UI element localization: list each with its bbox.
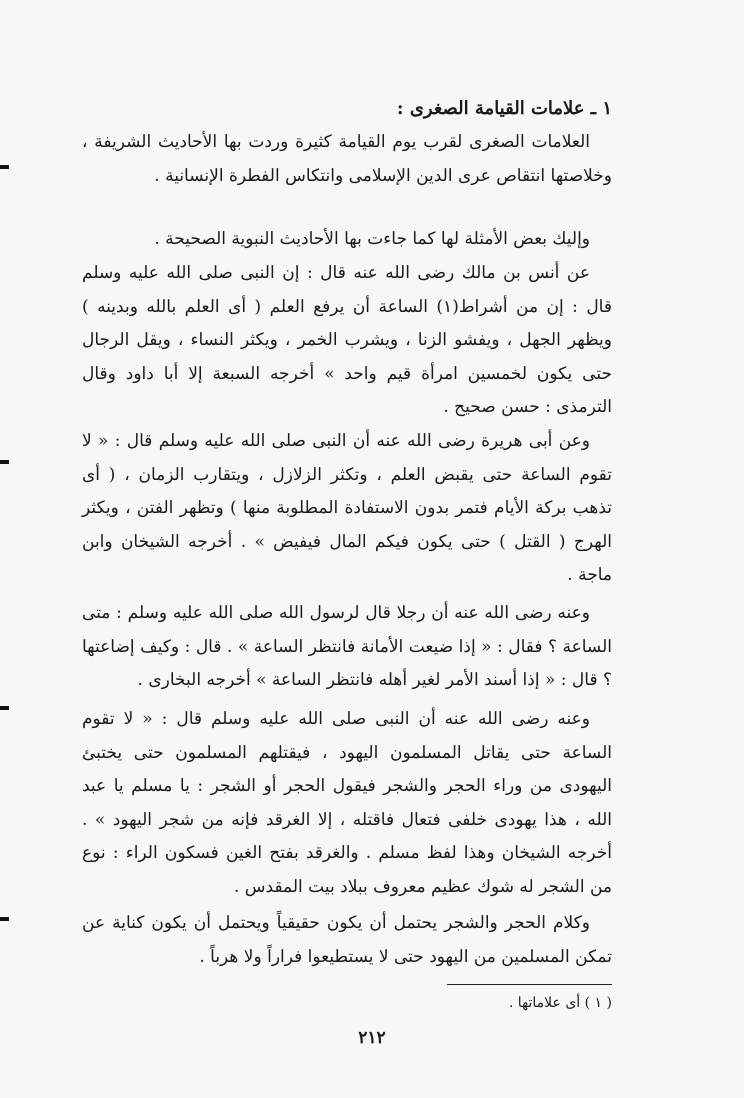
footnote: ( ١ ) أى علاماتها . — [508, 995, 612, 1011]
paragraph-abu-hurayra-hadith: وعن أبى هريرة رضى الله عنه أن النبى صلى الله عليه وسلم قال : « لا تقوم الساعة حتى يقبض العلم ، وتكثر الزلازل ، ويتقارب الزمان ، ( أى تذهب بركة الأيام فتمر بدون الاستفادة المطلوبة منها ) وتظهر الفتن ، ويكثر الهرج ( القتل ) حتى يكون فيكم المال فيفيض » . أخرجه الشيخان وابن ماجة . — [82, 431, 612, 585]
footnote-divider — [447, 984, 612, 985]
scan-edge-mark — [0, 706, 9, 710]
page-number: ٢١٢ — [358, 1028, 386, 1048]
paragraph-anas-hadith: عن أنس بن مالك رضى الله عنه قال : إن النبى صلى الله عليه وسلم قال : إن من أشراط(١) الساعة أن يرفع العلم ( أى العلم بالله وبدينه ) ويظهر الجهل ، ويفشو الزنا ، ويشرب الخمر ، ويكثر النساء ، ويقل الرجال حتى يكون لخمسين امرأة قيم واحد » أخرجه السبعة إلا أبا داود وقال الترمذى : حسن صحيح . — [82, 263, 612, 417]
section-heading: ١ ـ علامات القيامة الصغرى : — [396, 98, 612, 119]
paragraph-stone-tree: وكلام الحجر والشجر يحتمل أن يكون حقيقياً ويحتمل أن يكون كناية عن تمكن المسلمين من اليهود حتى لا يستطيعوا فراراً ولا هرباً . — [82, 913, 612, 967]
paragraph-jews-hadith: وعنه رضى الله عنه أن النبى صلى الله عليه وسلم قال : « لا تقوم الساعة حتى يقاتل المسلمون اليهود ، فيقتلهم المسلمون حتى يختبئ اليهودى من وراء الحجر والشجر فيقول الحجر أو الشجر : يا مسلم يا عبد الله ، هذا يهودى خلفى فتعال فاقتله ، إلا الغرقد فإنه من شجر اليهود » . أخرجه الشيخان وهذا لفظ مسلم . والغرقد بفتح الغين فسكون الراء : نوع من الشجر له شوك عظيم معروف ببلاد بيت المقدس . — [82, 709, 612, 897]
scan-edge-mark — [0, 460, 9, 464]
paragraph-intro: العلامات الصغرى لقرب يوم القيامة كثيرة وردت بها الأحاديث الشريفة ، وخلاصتها انتقاص عرى الدين الإسلامى وانتكاس الفطرة الإنسانية . — [82, 132, 612, 186]
scan-edge-mark — [0, 917, 9, 921]
paragraph-examples: وإليك بعض الأمثلة لها كما جاءت بها الأحاديث النبوية الصحيحة . — [154, 229, 590, 249]
paragraph-trust-hadith: وعنه رضى الله عنه أن رجلا قال لرسول الله صلى الله عليه وسلم : متى الساعة ؟ فقال : « إذا ضيعت الأمانة فانتظر الساعة » . قال : وكيف إضاعتها ؟ قال : « إذا أسند الأمر لغير أهله فانتظر الساعة » أخرجه البخارى . — [82, 603, 612, 690]
scan-edge-mark — [0, 165, 9, 169]
